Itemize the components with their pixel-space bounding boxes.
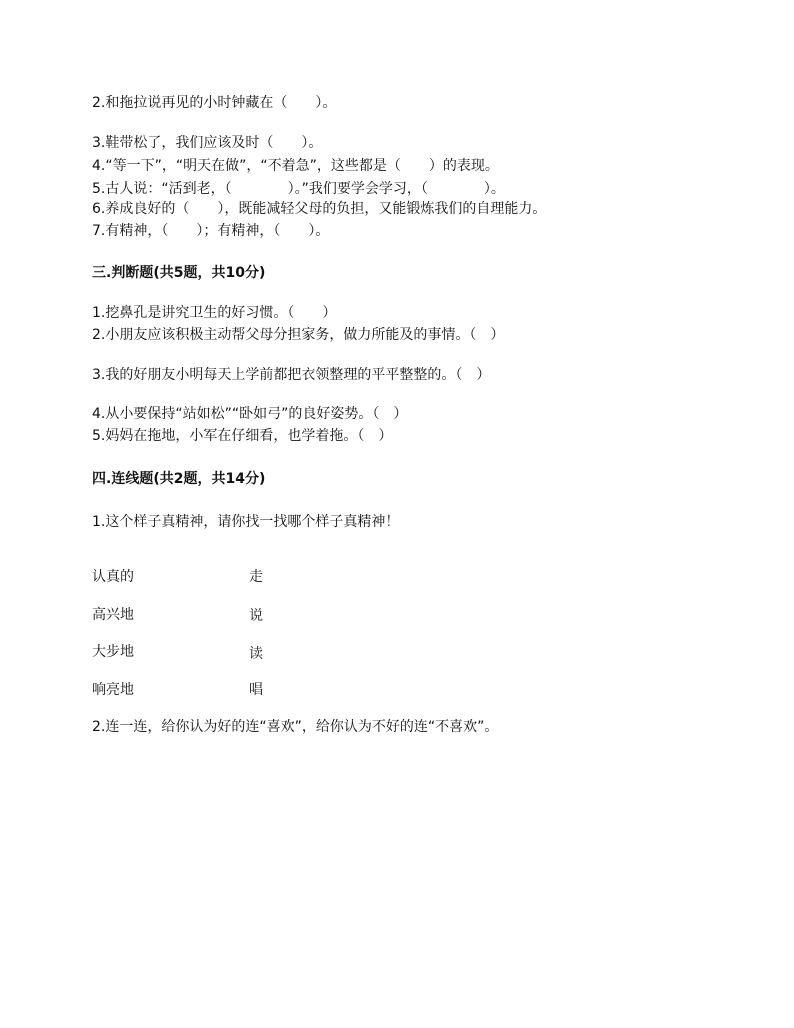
section-4-heading: 四.连线题(共2题，共14分)	[92, 471, 266, 487]
judge-item-3: 3.我的好朋友小明每天上学前都把衣领整理的平平整整的。（ ）	[92, 367, 491, 383]
fill-blank-item-2: 2.和拖拉说再见的小时钟藏在（ ）。	[92, 95, 337, 111]
judge-item-4: 4.从小要保持“站如松”“卧如弓”的良好姿势。（ ）	[92, 406, 408, 422]
judge-item-1: 1.挖鼻孔是讲究卫生的好习惯。（ ）	[92, 305, 337, 321]
match-right-item: 走	[249, 569, 263, 585]
match-left-item: 高兴地	[92, 607, 134, 623]
match-left-item: 大步地	[92, 644, 134, 660]
match-right-item: 读	[249, 646, 263, 662]
fill-blank-item-7: 7.有精神，（ ）；有精神，（ ）。	[92, 223, 330, 239]
match-right-item: 说	[249, 608, 263, 624]
fill-blank-item-5: 5.古人说：“活到老，（ ）。”我们要学会学习，（ ）。	[92, 181, 505, 197]
fill-blank-item-6: 6.养成良好的（ ），既能减轻父母的负担，又能锻炼我们的自理能力。	[92, 201, 547, 217]
match-left-item: 响亮地	[92, 682, 134, 698]
judge-item-5: 5.妈妈在拖地，小军在仔细看，也学着拖。（ ）	[92, 428, 393, 444]
match-question-2: 2.连一连，给你认为好的连“喜欢”，给你认为不好的连“不喜欢”。	[92, 719, 499, 735]
judge-item-2: 2.小朋友应该积极主动帮父母分担家务，做力所能及的事情。（ ）	[92, 327, 505, 343]
fill-blank-item-4: 4.“等一下”，“明天在做”，“不着急”，这些都是（ ）的表现。	[92, 158, 499, 174]
fill-blank-item-3: 3.鞋带松了，我们应该及时（ ）。	[92, 135, 323, 151]
section-3-heading: 三.判断题(共5题，共10分)	[92, 265, 266, 281]
match-question-1: 1.这个样子真精神，请你找一找哪个样子真精神！	[92, 514, 400, 530]
match-right-item: 唱	[249, 682, 263, 698]
match-left-item: 认真的	[92, 569, 134, 585]
